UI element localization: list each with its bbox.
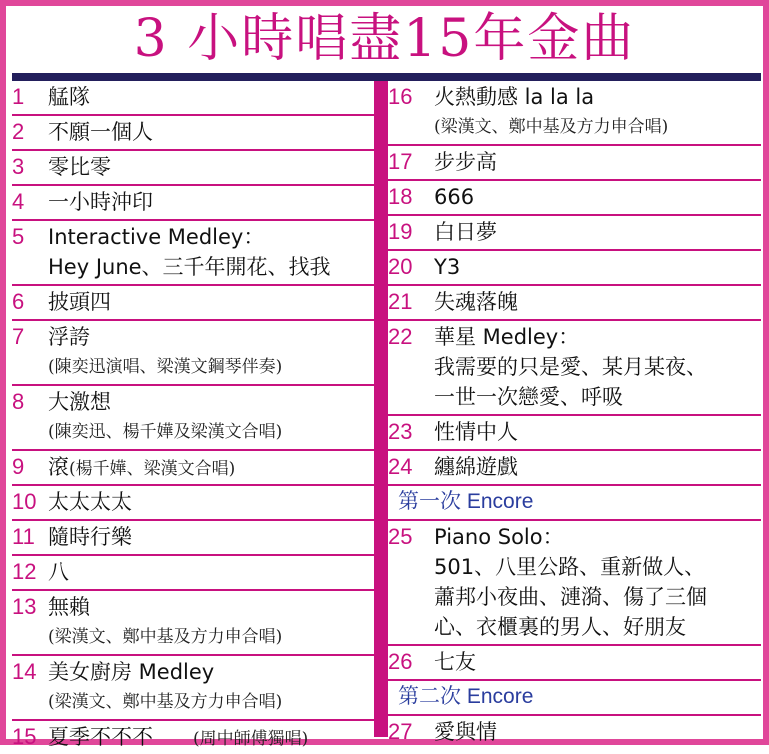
song-number: 9 <box>12 454 25 479</box>
song-title: 無賴 <box>48 595 90 619</box>
song-row <box>388 451 761 486</box>
song-row <box>12 656 374 721</box>
song-title: 夏季不不不 <box>48 725 153 749</box>
song-title-continued: 一世一次戀愛、呼吸 <box>434 385 623 409</box>
song-number: 3 <box>12 154 25 179</box>
performer-note: (梁漢文、鄭中基及方力申合唱) <box>434 117 669 137</box>
song-title: 火熱動感 la la la <box>434 85 595 109</box>
song-number: 22 <box>388 324 413 349</box>
song-title: 一小時沖印 <box>48 190 153 214</box>
song-number: 16 <box>388 84 413 109</box>
song-number: 25 <box>388 524 413 549</box>
song-number: 19 <box>388 219 413 244</box>
song-row <box>12 451 374 486</box>
song-row <box>12 81 374 116</box>
song-title: 八 <box>48 560 69 584</box>
song-title-continued: 蕭邦小夜曲、漣漪、傷了三個 <box>434 585 707 609</box>
song-row <box>12 321 374 386</box>
song-row <box>12 486 374 521</box>
song-title: 太太太太 <box>48 490 132 514</box>
song-row <box>388 81 761 146</box>
song-row <box>12 521 374 556</box>
song-row <box>388 181 761 216</box>
page-title: 3 小時唱盡15年金曲 <box>133 9 636 69</box>
performer-note: (梁漢文、鄭中基及方力申合唱) <box>48 627 283 647</box>
song-title: 美女廚房 Medley <box>48 660 215 684</box>
setlist-left-column <box>12 81 374 754</box>
song-row <box>388 146 761 181</box>
song-title-continued: Hey June、三千年開花、找我 <box>48 255 331 279</box>
song-title: 愛與情 <box>434 720 497 744</box>
song-number: 14 <box>12 659 37 684</box>
song-title: 大激想 <box>48 390 111 414</box>
song-title: 華星 Medley： <box>434 325 580 349</box>
song-title: 纏綿遊戲 <box>434 455 518 479</box>
song-title: 零比零 <box>48 155 111 179</box>
song-row <box>12 286 374 321</box>
performer-note: (陳奕迅演唱、梁漢文鋼琴伴奏) <box>48 357 283 377</box>
song-title: 滾 <box>48 455 69 479</box>
encore-heading <box>388 681 761 716</box>
song-row <box>12 221 374 286</box>
song-number: 27 <box>388 719 413 744</box>
song-title: 不願一個人 <box>48 120 153 144</box>
song-number: 12 <box>12 559 37 584</box>
setlist-right-column <box>388 81 761 749</box>
song-title: 艋隊 <box>48 85 90 109</box>
song-title: 浮誇 <box>48 325 90 349</box>
column-divider <box>374 81 388 737</box>
song-row <box>12 591 374 656</box>
song-number: 17 <box>388 149 413 174</box>
song-title: 失魂落魄 <box>434 290 518 314</box>
song-number: 13 <box>12 594 37 619</box>
song-title: 白日夢 <box>434 220 497 244</box>
song-number: 7 <box>12 324 25 349</box>
song-row <box>12 386 374 451</box>
song-number: 4 <box>12 189 25 214</box>
song-row <box>388 286 761 321</box>
song-number: 11 <box>12 524 35 549</box>
song-title: 性情中人 <box>434 420 518 444</box>
performer-note: (陳奕迅、楊千嬅及梁漢文合唱) <box>48 422 283 442</box>
song-row <box>388 416 761 451</box>
encore-label: 第一次 Encore <box>398 490 534 513</box>
song-row <box>388 521 761 646</box>
song-row <box>388 321 761 416</box>
song-number: 2 <box>12 119 25 144</box>
song-row <box>12 556 374 591</box>
song-number: 10 <box>12 489 37 514</box>
song-number: 26 <box>388 649 413 674</box>
header-rule <box>12 73 761 81</box>
song-title: Interactive Medley： <box>48 225 265 249</box>
song-title: 披頭四 <box>48 290 111 314</box>
song-row <box>388 251 761 286</box>
song-number: 5 <box>12 224 25 249</box>
song-number: 1 <box>12 84 25 109</box>
encore-label: 第二次 Encore <box>398 685 534 708</box>
song-row <box>12 151 374 186</box>
song-number: 24 <box>388 454 413 479</box>
song-number: 23 <box>388 419 413 444</box>
song-title: 666 <box>434 185 475 209</box>
encore-heading <box>388 486 761 521</box>
song-row <box>388 716 761 749</box>
song-title: 隨時行樂 <box>48 525 132 549</box>
song-number: 15 <box>12 724 37 749</box>
performer-note: (梁漢文、鄭中基及方力申合唱) <box>48 692 283 712</box>
song-title: 步步高 <box>434 150 497 174</box>
song-row <box>12 116 374 151</box>
song-title: 七友 <box>434 650 476 674</box>
song-row <box>388 646 761 681</box>
song-title-continued: 501、八里公路、重新做人、 <box>434 555 706 579</box>
song-number: 20 <box>388 254 413 279</box>
song-row <box>12 721 374 754</box>
song-number: 8 <box>12 389 25 414</box>
song-title-continued: 我需要的只是愛、某月某夜、 <box>434 355 707 379</box>
song-number: 6 <box>12 289 25 314</box>
song-title-continued: 心、衣櫃裏的男人、好朋友 <box>434 615 686 639</box>
performer-note: (周中師傅獨唱) <box>193 729 309 749</box>
song-number: 18 <box>388 184 413 209</box>
performer-note: (楊千嬅、梁漢文合唱) <box>69 459 236 479</box>
song-row <box>12 186 374 221</box>
song-number: 21 <box>388 289 413 314</box>
song-title: Y3 <box>434 255 461 279</box>
song-row <box>388 216 761 251</box>
song-title: Piano Solo： <box>434 525 564 549</box>
